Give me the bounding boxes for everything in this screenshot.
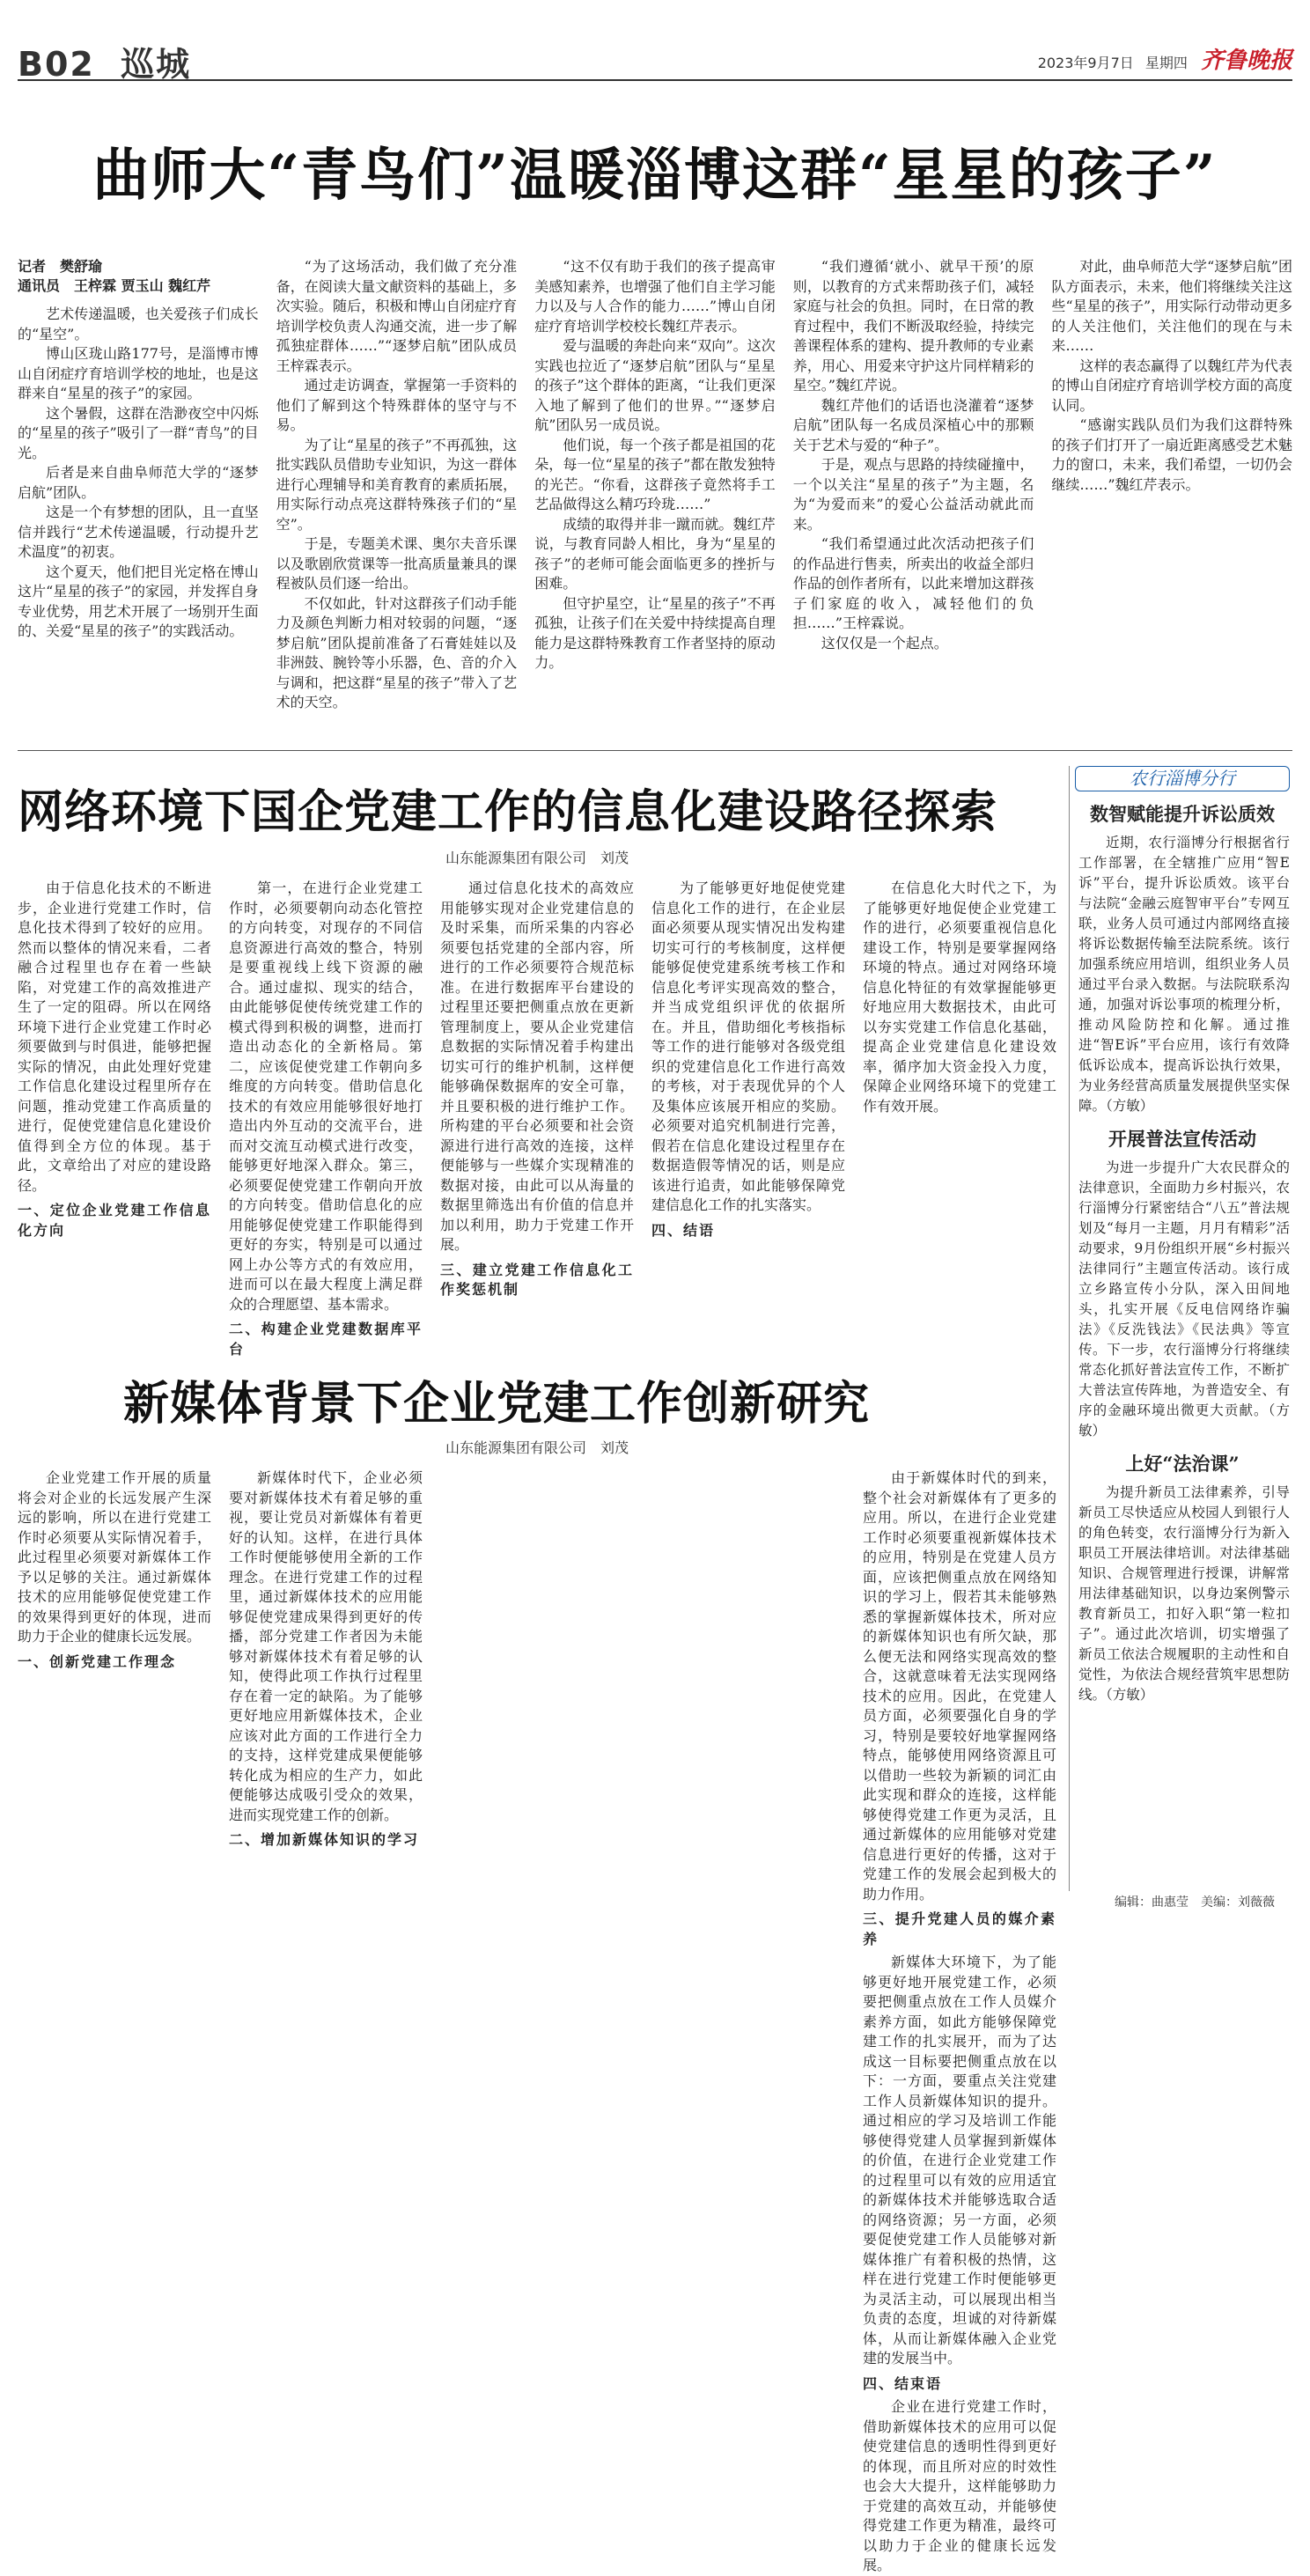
sidebar-item-title: 开展普法宣传活动 xyxy=(1108,1128,1256,1150)
reporter-credit: 记者 樊舒瑜 xyxy=(18,258,103,275)
body-paragraph: “我们遵循‘就小、就早干预’的原则，以教育的方式来帮助孩子们，减轻家庭与社会的负担。同时，在日常的教育过程中，我们不断汲取经验，持续完善课程体系的建构、提升教师的专业素养，用心、用爱来守护这片同样精彩的星空。”魏红芹说。 xyxy=(792,258,1034,394)
body-paragraph: “我们希望通过此次活动把孩子们的作品进行售卖，所卖出的收益全部归作品的创作者所有，以此来增加这群孩子们家庭的收入，减轻他们的负担……”王梓霖说。 xyxy=(792,535,1034,631)
article2-title: 网络环境下国企党建工作的信息化建设路径探索 xyxy=(18,785,998,839)
body-paragraph: 这仅仅是一个起点。 xyxy=(821,634,948,651)
sidebar-item-text: 为提升新员工法律素养，引导新员工尽快适应从校园人到银行人的角色转变，农行淄博分行为新入职员工开展法律培训。对法律基础知识、合规管理进行授课，讲解常用法律基础知识，以身边案例警示教育新员工，扣好入职“第一粒扣子”。通过此次培训，切实增强了新员工依法合规履职的主动性和自觉性，为依法合规经营筑牢思想防线。（方敏） xyxy=(1078,1484,1290,1703)
body-paragraph: “为了这场活动，我们做了充分准备，在阅读大量文献资料的基础上，多次实验。随后，积极和博山自闭症疗育培训学校负责人沟通交流，进一步了解孤独症群体……”“逐梦启航”团队成员王梓霖表示。 xyxy=(276,258,518,374)
section-divider xyxy=(18,750,1292,751)
article1-column xyxy=(276,257,518,740)
body-paragraph: 通过信息化技术的高效应用能够实现对企业党建信息的及时采集，而所采集的内容必须要包括党建的全部内容，所进行的工作必须要符合规范标准。在进行数据库平台建设的过程里还要把侧重点放在更新管理制度上，要从企业党建信息数据的实际情况着手构建出切实可行的维护机制，这样便能够确保数据库的安全可靠，并且要积极的进行维护工作。所构建的平台必须要和社会资源进行进行高效的连接，这样便能够与一些媒介实现精准的数据对接，由此可以从海量的数据里筛选出有价值的信息并加以利用，助力于党建工作开展。 xyxy=(440,880,634,1253)
section-heading: 三、提升党建人员的媒介素养 xyxy=(863,1910,1056,1947)
body-paragraph: 新媒体时代下，企业必须要对新媒体技术有着足够的重视，要让党员对新媒体有着更好的认知。这样，在进行具体工作时便能够使用全新的工作理念。在进行党建工作的过程里，通过新媒体技术的应用能够促使党建成果得到更好的传播，部分党建工作者因为未能够对新媒体技术有着足够的认知，使得此项工作执行过程里存在着一定的缺陷。为了能够更好地应用新媒体技术，企业应该对此方面的工作进行全力的支持，这样党建成果便能够转化成为相应的生产力，如此便能够达成吸引受众的效果，进而实现党建工作的创新。 xyxy=(229,1469,423,1823)
section-heading: 一、创新党建工作理念 xyxy=(18,1652,177,1670)
article2-column xyxy=(18,879,211,1361)
issue-date: 2023年9月7日 xyxy=(1037,55,1134,71)
body-paragraph: “感谢实践队员们为我们这群特殊的孩子们打开了一扇近距离感受艺术魅力的窗口，未来，我们希望，一切仍会继续……”魏红芹表示。 xyxy=(1051,416,1292,493)
article1-column xyxy=(1051,257,1292,740)
sidebar-item-text: 为进一步提升广大农民群众的法律意识，全面助力乡村振兴，农行淄博分行紧密结合“八五”普法规划及“每月一主题，月月有精彩”活动要求，9月份组织开展“乡村振兴 法律同行”主题宣传活动。该行成立乡路宣传小分队，深入田间地头，扎实开展《反电信网络诈骗法》《反洗钱法》《民法典》等宣传。下一步，农行淄博分行将继续常态化抓好普法宣传工作，不断扩大普法宣传阵地，为普造安全、有序的金融环境出微更大贡献。（方敏） xyxy=(1078,1159,1304,1439)
article1-column xyxy=(534,257,776,740)
section-heading: 一、定位企业党建工作信息化方向 xyxy=(18,1202,211,1239)
sidebar-item-title: 数智赋能提升诉讼质效 xyxy=(1090,803,1275,825)
body-paragraph: 爱与温暖的奔赴向来“双向”。这次实践也拉近了“逐梦启航”团队与“星星的孩子”这个群体的距离，“让我们更深入地了解到了他们的世界。”“逐梦启航”团队另一成员说。 xyxy=(534,337,776,433)
section-heading: 三、建立党建工作信息化工作奖惩机制 xyxy=(440,1261,634,1298)
masthead-right xyxy=(1038,42,1292,75)
body-paragraph: 成绩的取得并非一蹴而就。魏红芹说，与教育同龄人相比，身为“星星的孩子”的老师可能会面临更多的挫折与困难。 xyxy=(534,515,776,592)
body-paragraph: 通过走访调查，掌握第一手资料的他们了解到这个特殊群体的坚守与不易。 xyxy=(276,377,518,433)
header-rule xyxy=(18,79,1292,81)
article2-column xyxy=(863,879,1056,1361)
body-paragraph: 这个暑假，这群在浩渺夜空中闪烁的“星星的孩子”吸引了一群“青鸟”的目光。 xyxy=(18,404,259,461)
article2-author: 山东能源集团有限公司 刘茂 xyxy=(445,850,629,866)
body-paragraph: 这样的表态赢得了以魏红芹为代表的博山自闭症疗育培训学校方面的高度认同。 xyxy=(1051,357,1292,414)
body-paragraph: “这不仅有助于我们的孩子提高审美感知素养，也增强了他们自主学习能力以及与人合作的能力……”博山自闭症疗育培训学校校长魏红芹表示。 xyxy=(534,258,776,335)
body-paragraph: 由于新媒体时代的到来，整个社会对新媒体有了更多的应用。所以，在进行企业党建工作时必须要重视新媒体技术的应用，特别是在党建人员方面，应该把侧重点放在网络知识的学习上，假若其未能够熟悉的掌握新媒体技术，所对应的新媒体知识也有所欠缺，那么便无法和网络实现高效的整合，这就意味着无法实现网络技术的应用。因此，在党建人员方面，必须要强化自身的学习，特别是要较好地掌握网络特点，能够使用网络资源且可以借助一些较为新颖的词汇由此实现和群众的连接，这样能够使得党建工作更为灵活，且通过新媒体的应用能够对党建信息进行更好的传播，这对于党建工作的发展会起到极大的助力作用。 xyxy=(863,1469,1056,1903)
body-paragraph: 企业在进行党建工作时，借助新媒体技术的应用可以促使党建信息的透明性得到更好的体现，而且所对应的时效性也会大大提升，这样能够助力于党建的高效互动，并能够使得党建工作更为精准，最终可以助力于企业的健康长远发展。 xyxy=(863,2398,1056,2573)
body-paragraph: 在信息化大时代之下，为了能够更好地促使企业党建工作的进行，必须要重视信息化建设工作，特别是要掌握网络环境的特点。通过对网络环境信息化特征的有效掌握能够更好地应用大数据技术，由此可以夯实党建工作信息化基础，提高企业党建信息化建设效率，循序加大资金投入力度，保障企业网络环境下的党建工作有效开展。 xyxy=(863,880,1056,1115)
body-paragraph: 为了让“星星的孩子”不再孤独，这批实践队员借助专业知识，为这一群体进行心理辅导和美育教育的素质拓展，用实际行动点亮这群特殊孩子们的“星空”。 xyxy=(276,436,518,533)
section-heading: 四、结束语 xyxy=(863,2374,943,2392)
sidebar-bank-news xyxy=(1069,766,1304,1891)
article3-column xyxy=(18,1468,211,1889)
body-paragraph: 博山区珑山路177号，是淄博市博山自闭症疗育培训学校的地址，也是这群来自“星星的孩子”的家园。 xyxy=(18,345,259,401)
article3-column xyxy=(229,1468,423,1889)
body-paragraph: 艺术传递温暖，也关爱孩子们成长的“星空”。 xyxy=(18,305,259,342)
body-paragraph: 新媒体大环境下，为了能够更好地开展党建工作，必须要把侧重点放在工作人员媒介素养方面，如此方能够保障党建工作的扎实展开，而为了达成这一目标要把侧重点放在以下：一方面，要重点关注党建工作人员新媒体知识的提升。通过相应的学习及培训工作能够使得党建人员掌握到新媒体的价值，在进行企业党建工作的过程里可以有效的应用适宜的新媒体技术并能够选取合适的网络资源；另一方面，必须要促使党建工作人员能够对新媒体推广有着积极的热情，这样在进行党建工作时便能够更为灵活主动，可以展现出相当负责的态度，坦诚的对待新媒体，从而让新媒体融入企业党建的发展当中。 xyxy=(863,1954,1056,2366)
article2-column xyxy=(651,879,845,1361)
body-paragraph: 由于信息化技术的不断进步，企业进行党建工作时，信息化技术得到了较好的应用。然而以整体的情况来看，二者融合过程里也存在着一些缺陷，对党建工作的高效推进产生了一定的阻碍。所以在网络环境下进行企业党建工作时必须要做到与时俱进，能够把握实际的情况，由此处理好党建工作信息化建设过程里所存在问题，推动党建工作高质量的进行，促使党建信息化建设价值得到全方位的体现。基于此，文章给出了对应的建设路径。 xyxy=(18,880,211,1194)
body-paragraph: 对此，曲阜师范大学“逐梦启航”团队方面表示，未来，他们将继续关注这些“星星的孩子”，用实际行动带动更多的人关注他们，关注他们的现在与未来…… xyxy=(1051,258,1292,354)
article1-column xyxy=(793,257,1034,740)
body-paragraph: 第一，在进行企业党建工作时，必须要朝向动态化管控的方向转变，对现存的不同信息资源进行高效的整合，特别是要重视线上线下资源的融合。通过虚拟、现实的结合，由此能够促使传统党建工作的模式得到积极的调整，进而打造出动态化的全新格局。第二，应该促使党建工作朝向多维度的方向转变。借助信息化技术的有效应用能够很好地打造出内外互动的交流平台，进而对交流互动模式进行改变，能够更好地深入群众。第三，必须要促使党建工作朝向开放的方向转变。借助信息化的应用能够促使党建工作职能得到更好的夯实，特别是可以通过网上办公等方式的有效应用，进而可以在最大程度上满足群众的合理愿望、基本需求。 xyxy=(229,880,423,1313)
article1-body xyxy=(18,257,1292,740)
article3-title: 新媒体背景下企业党建工作创新研究 xyxy=(123,1377,871,1431)
body-paragraph: 于是，观点与思路的持续碰撞中，一个以关注“星星的孩子”为主题，名为“为爱而来”的爱心公益活动就此而来。 xyxy=(792,456,1034,533)
correspondent-credit: 通讯员 王梓霖 贾玉山 魏红芹 xyxy=(18,277,211,294)
body-paragraph: 为了能够更好地促使党建信息化工作的进行，在企业层面必须要从现实情况出发构建切实可行的考核制度，这样便能够促使党建系统考核工作和信息化考评实现高效的整合，并当成党组织评优的依据所在。并且，借助细化考核指标等工作的进行能够对各级党组织的党建信息化工作进行高效的考核，对于表现优异的个人及集体应该展开相应的奖励。必须要对追究机制进行完善，假若在信息化建设过程里存在数据造假等情况的话，则是应该进行追责，如此能够保障党建信息化工作的扎实落实。 xyxy=(651,880,845,1213)
editor-credit: 编辑：曲惠莹 美编：刘薇薇 xyxy=(1115,1895,1275,1910)
body-paragraph: 于是，专题美术课、奥尔夫音乐课以及歌剧欣赏课等一批高质量兼具的课程被队员们逐一给出。 xyxy=(276,535,518,592)
sidebar-item-text: 近期，农行淄博分行根据省行工作部署，在全辖推广应用“智E诉”平台，提升诉讼质效。该平台与法院“金融云庭智审平台”专网互联，业务人员可通过内部网络直接将诉讼数据传输至法院系统。该行加强系统应用培训，组织业务人员通过平台录入数据。与法院联系沟通，加强对诉讼事项的梳理分析，推动风险防控和化解。通过推进“智E诉”平台应用，该行有效降低诉讼成本，提高诉讼执行效果，为业务经营高质量发展提供坚实保障。（方敏） xyxy=(1078,835,1290,1114)
sidebar-item-title: 上好“法治课” xyxy=(1125,1453,1240,1475)
body-paragraph: 这是一个有梦想的团队，且一直坚信并践行“艺术传递温暖，行动提升艺术温度”的初衷。 xyxy=(18,504,259,560)
article3-column xyxy=(863,1468,1056,2573)
article2-column xyxy=(229,879,423,1361)
section-heading: 四、结语 xyxy=(651,1221,716,1239)
body-paragraph: 企业党建工作开展的质量将会对企业的长远发展产生深远的影响，所以在进行党建工作时必须要从实际情况着手，此过程里必须要对新媒体工作予以足够的关注。通过新媒体技术的应用能够促使党建工作的效果得到更好的体现，进而助力于企业的健康长远发展。 xyxy=(18,1469,211,1645)
page-number: B02 xyxy=(18,45,95,84)
article3-body xyxy=(18,1468,1056,2573)
article2-column xyxy=(440,879,634,1361)
section-name: 巡城 xyxy=(121,45,192,84)
body-paragraph: 魏红芹他们的话语也浇灌着“逐梦启航”团队每一名成员深植心中的那颗关于艺术与爱的“种子”。 xyxy=(792,396,1034,453)
body-paragraph: 这个夏天，他们把目光定格在博山这片“星星的孩子”的家园，并发挥自身专业优势，用艺术开展了一场别开生面的、关爱“星星的孩子”的实践活动。 xyxy=(18,563,259,639)
article3-author: 山东能源集团有限公司 刘茂 xyxy=(445,1439,629,1456)
body-paragraph: 他们说，每一个孩子都是祖国的花朵，每一位“星星的孩子”都在散发独特的光芒。“你看，这群孩子竟然将手工艺品做得这么精巧玲珑……” xyxy=(534,436,776,512)
body-paragraph: 后者是来自曲阜师范大学的“逐梦启航”团队。 xyxy=(18,464,259,501)
body-paragraph: 但守护星空，让“星星的孩子”不再孤独，让孩子们在关爱中持续提高自理能力是这群特殊教育工作者坚持的原动力。 xyxy=(534,594,776,671)
article3-column xyxy=(440,1468,634,1889)
issue-weekday: 星期四 xyxy=(1144,55,1188,71)
article1-title: 曲师大“青鸟们”温暖淄博这群“星星的孩子” xyxy=(92,143,1218,209)
page-section-header xyxy=(18,37,191,85)
article1-column xyxy=(18,257,259,740)
article3-column xyxy=(651,1468,845,1889)
sidebar-banner: 农行淄博分行 xyxy=(1075,766,1290,791)
newspaper-logo: 齐鲁晚报 xyxy=(1200,48,1292,74)
section-heading: 二、增加新媒体知识的学习 xyxy=(229,1831,420,1848)
article2-body xyxy=(18,879,1056,1361)
article1-byline xyxy=(18,257,259,296)
section-heading: 二、构建企业党建数据库平台 xyxy=(229,1321,423,1358)
body-paragraph: 不仅如此，针对这群孩子们动手能力及颜色判断力相对较弱的问题，“逐梦启航”团队提前准备了石膏娃娃以及非洲鼓、腕铃等小乐器，色、音的介入与调和，把这群“星星的孩子”带入了艺术的天空。 xyxy=(276,594,518,710)
